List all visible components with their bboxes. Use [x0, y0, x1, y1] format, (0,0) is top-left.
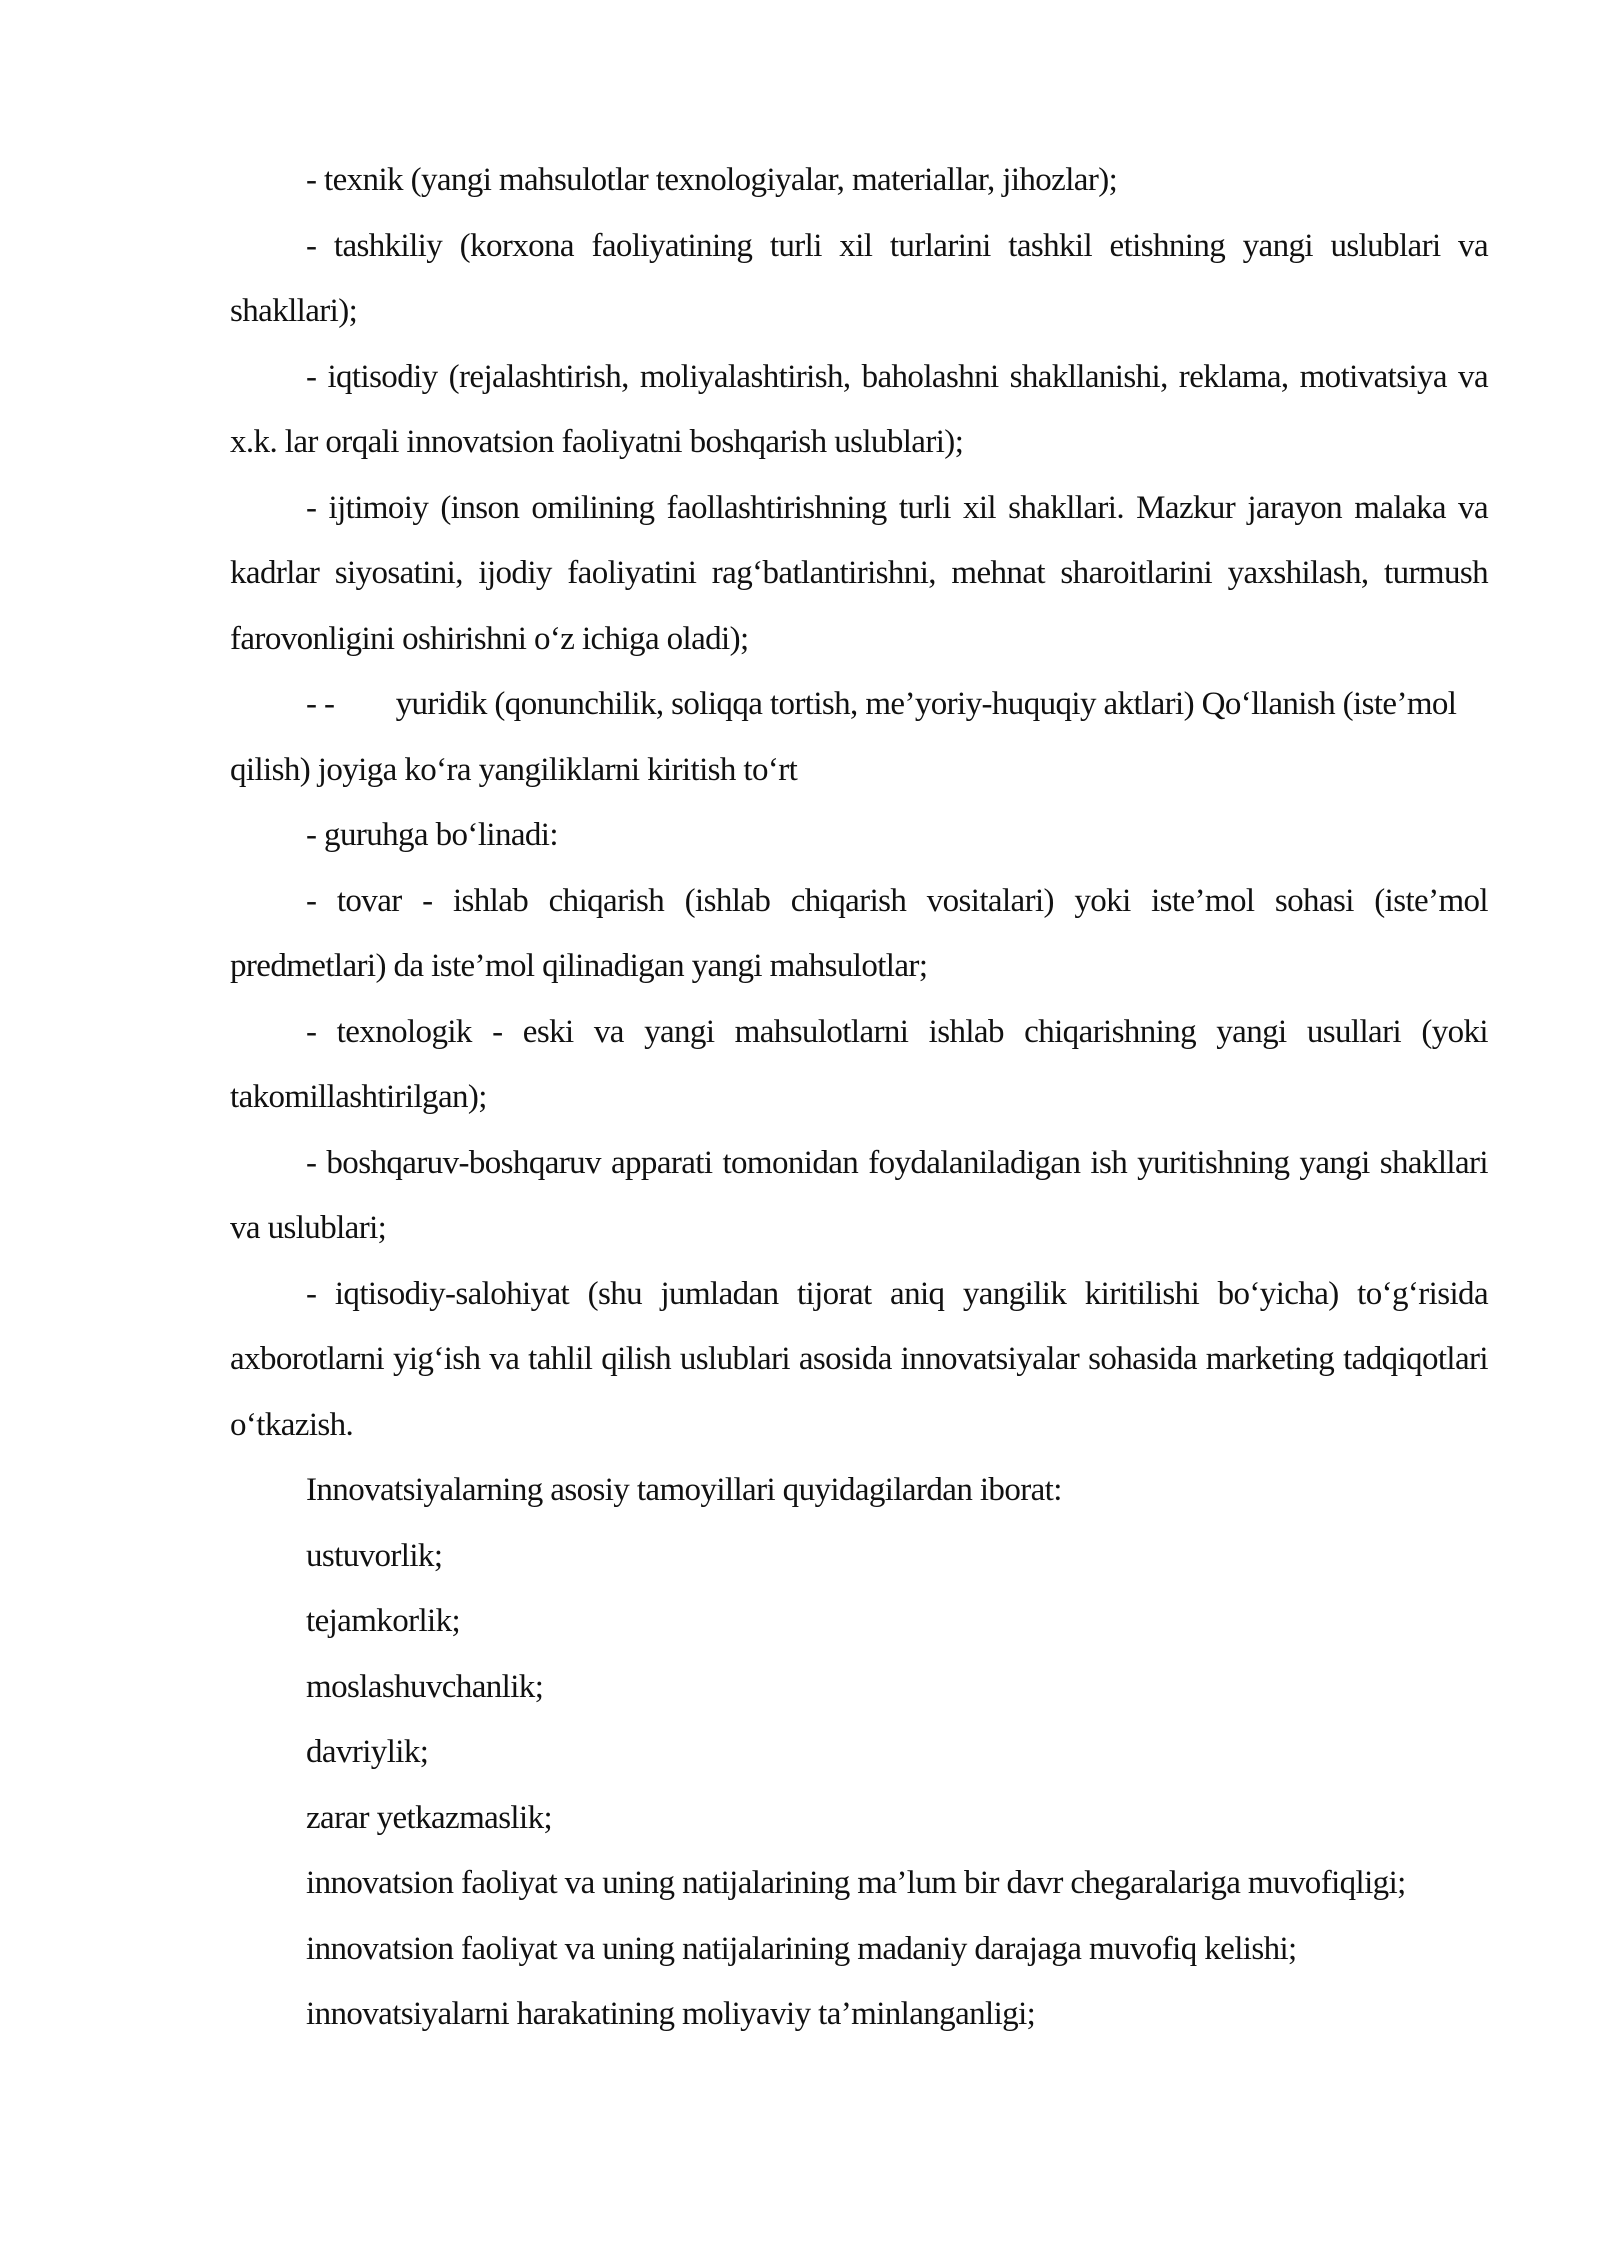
paragraph-2: - tashkiliy (korxona faoliyatining turli xil turlarini tashkil etishning yangi uslublari va shakllari); [230, 227, 1488, 329]
paragraph-5: - - yuridik (qonunchilik, soliqqa tortish, me’yoriy-huquqiy aktlari) Qo‘llanish (iste’mol qilish) joyiga ko‘ra yangiliklarni kiritish to‘rt [230, 686, 1465, 788]
paragraph-9: - boshqaruv-boshqaruv apparati tomonidan foydalaniladigan ish yuritishning yangi shakllari va uslublari; [230, 1144, 1488, 1246]
paragraph-8: - texnologik - eski va yangi mahsulotlarni ishlab chiqarishning yangi usullari (yoki takomillashtirilgan); [230, 1013, 1488, 1115]
paragraph-1: - texnik (yangi mahsulotlar texnologiyalar, materiallar, jihozlar); [306, 162, 1118, 198]
list-item-zarar: zarar yetkazmaslik; [306, 1799, 553, 1836]
list-item-madaniy: innovatsion faoliyat va uning natijalarining madaniy darajaga muvofiq kelishi; [306, 1930, 1297, 1967]
list-item-tejamkorlik: tejamkorlik; [306, 1603, 461, 1639]
paragraph-6: - guruhga bo‘linadi: [306, 817, 558, 853]
list-item-davriylik: davriylik; [306, 1734, 429, 1770]
list-item-moliyaviy: innovatsiyalarni harakatining moliyaviy ta’minlanganligi; [306, 1996, 1036, 2032]
list-item-moslashuvchanlik: moslashuvchanlik; [306, 1668, 544, 1705]
document-body [230, 148, 1488, 2048]
paragraph-11: Innovatsiyalarning asosiy tamoyillari quyidagilardan iborat: [306, 1472, 1062, 1508]
paragraph-4: - ijtimoiy (inson omilining faollashtirishning turli xil shakllari. Mazkur jarayon malaka va kadrlar siyosatini, ijodiy faoliyatini rag‘batlantirishni, mehnat sharoitlarini yaxshilash, turmush farovonligini oshirishni o‘z ichiga oladi); [230, 489, 1488, 657]
list-item-muvofiqligi: innovatsion faoliyat va uning natijalarining ma’lum bir davr chegaralariga muvofiqligi; [306, 1865, 1406, 1901]
paragraph-7: - tovar - ishlab chiqarish (ishlab chiqarish vositalari) yoki iste’mol sohasi (iste’mol predmetlari) da iste’mol qilinadigan yangi mahsulotlar; [230, 882, 1488, 984]
paragraph-10: - iqtisodiy-salohiyat (shu jumladan tijorat aniq yangilik kiritilishi bo‘yicha) to‘g‘risida axborotlarni yig‘ish va tahlil qilish uslublari asosida innovatsiyalar sohasida marketing tadqiqotlari o‘tkazish. [230, 1275, 1488, 1443]
list-item-ustuvorlik: ustuvorlik; [306, 1537, 443, 1574]
paragraph-3: - iqtisodiy (rejalashtirish, moliyalashtirish, baholashni shakllanishi, reklama, motivatsiya va x.k. lar orqali innovatsion faoliyatni boshqarish uslublari); [230, 358, 1488, 460]
